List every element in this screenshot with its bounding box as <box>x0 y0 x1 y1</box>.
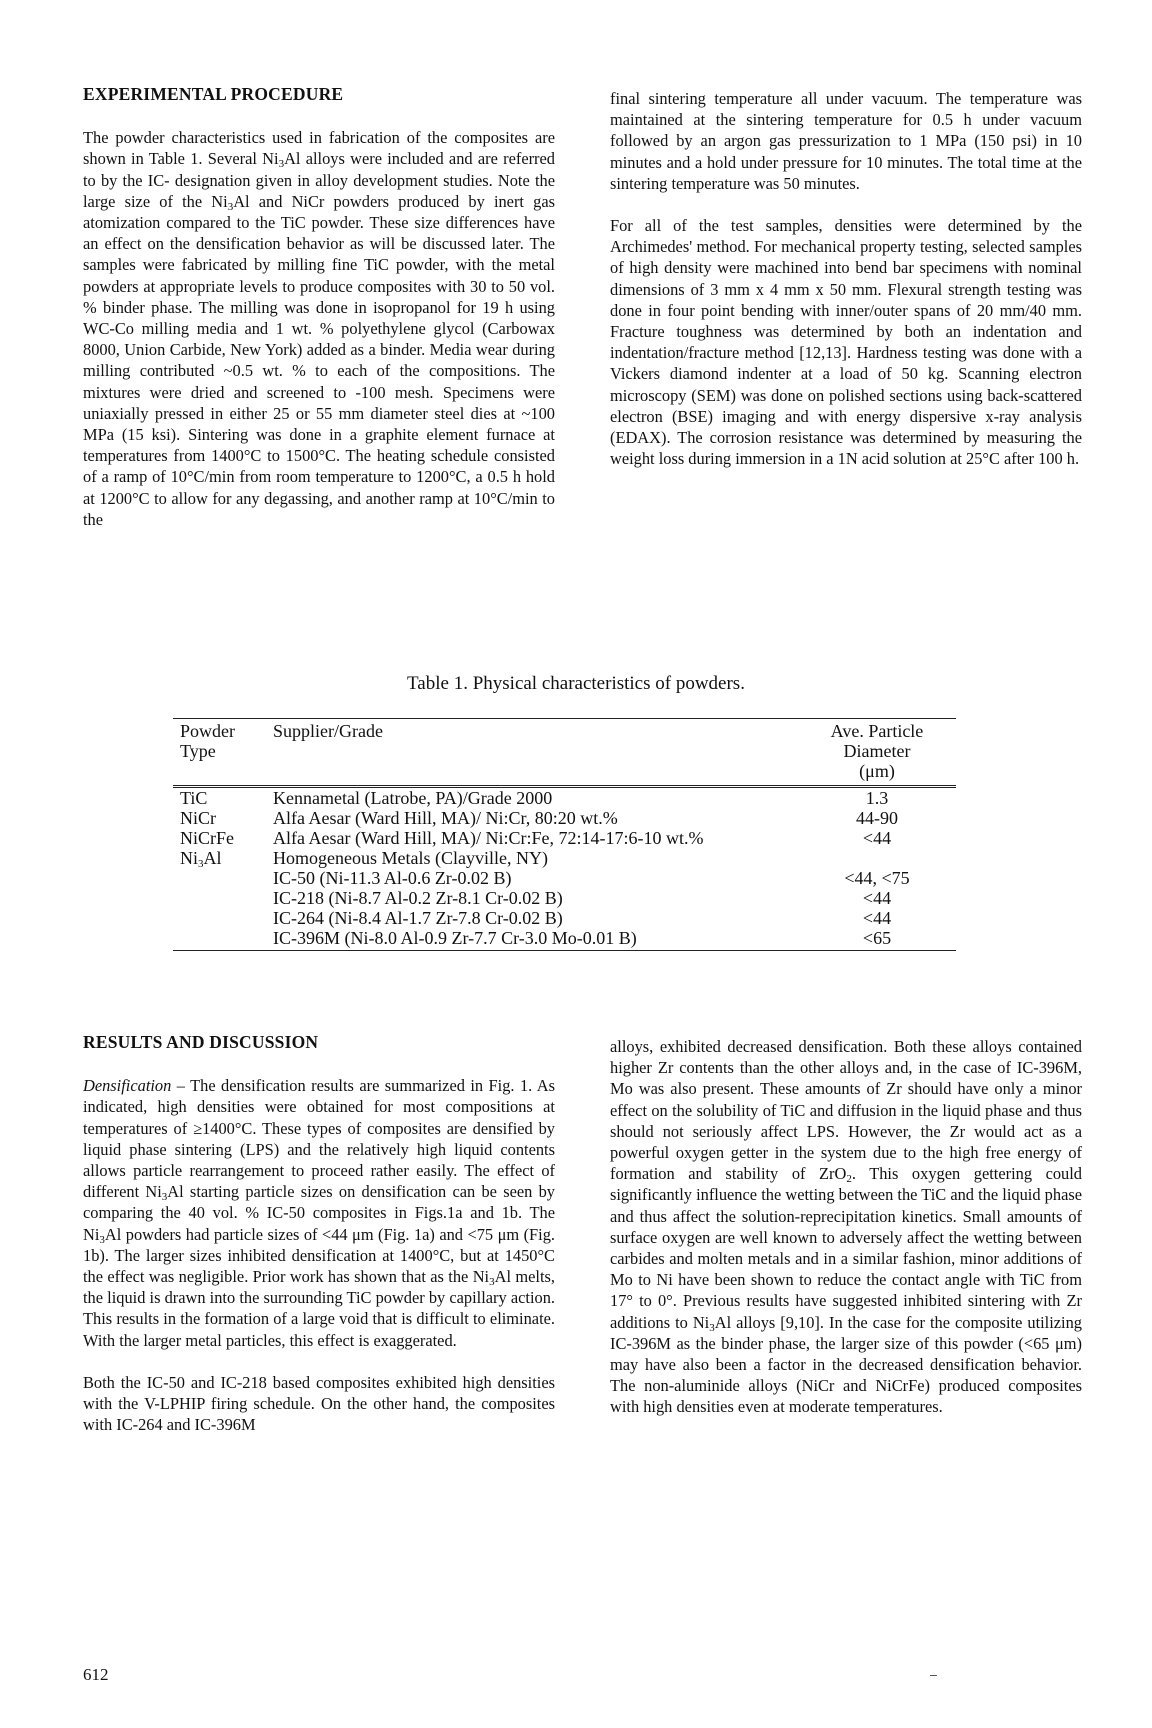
text-run: Al melts, the liquid is drawn into the surrounding TiC powder by capillary action. This results in the formation of a large void that is difficult to eliminate. With the larger metal particles, this effect is exaggerated. <box>83 1267 555 1350</box>
cell-supplier: IC-396M (Ni-8.0 Al-0.9 Zr-7.7 Cr-3.0 Mo-0.01 B) <box>266 928 795 951</box>
cell-type: TiC <box>180 788 208 808</box>
text-run: . This oxygen gettering could significantly influence the wetting between the TiC and the liquid phase and thus affect the solution-reprecipitation kinetics. Small amounts of surface oxygen are well known to adversely affect the wetting between carbides and molten metals and in a similar fashion, minor additions of Mo to Ni have been shown to reduce the contact angle with TiC from 17° to 0°. Previous results have suggested inhibited sintering with Zr additions to Ni <box>610 1164 1082 1332</box>
experimental-paragraph-2: final sintering temperature all under vacuum. The temperature was maintained at the sintering temperature for 0.5 h under vacuum followed by an argon gas pressurization to 1 MPa (150 psi) in 10 minutes and a hold under pressure for 10 minutes. The total time at the sintering temperature was 50 minutes. <box>610 89 1082 193</box>
subscript: 2 <box>846 1173 852 1186</box>
subscript: 3 <box>99 1233 105 1246</box>
text-run: The powder characteristics used in fabrication of the composites are shown in Table 1. Several Ni <box>83 128 555 169</box>
experimental-column-left <box>83 84 555 530</box>
table-row <box>173 828 956 848</box>
cell-diameter: 1.3 <box>865 788 889 808</box>
experimental-paragraph-1 <box>83 127 555 530</box>
header-text: (μm) <box>859 761 895 781</box>
experimental-paragraph-3: For all of the test samples, densities were determined by the Archimedes' method. For mechanical property testing, selected samples of high density were machined into bend bar specimens with nominal dimensions of 3 mm x 4 mm x 50 mm. Flexural strength testing was done in four point bending with inner/outer spans of 20 mm/40 mm. Fracture toughness was determined by both an indentation and indentation/fracture method [12,13]. Hardness testing was done with a Vickers diamond indenter at a load of 50 kg. Scanning electron microscopy (SEM) was done on polished sections using back-scattered electron (BSE) imaging and with energy dispersive x-ray analysis (EDAX). The corrosion resistance was determined by measuring the weight loss during immersion in a 1N acid solution at 25°C after 100 h. <box>610 216 1082 469</box>
cell-type <box>173 848 266 868</box>
header-text: Ave. Particle <box>830 721 924 741</box>
experimental-column-right <box>610 88 1082 469</box>
table-row <box>173 888 956 908</box>
cell-type <box>173 888 266 908</box>
cell-diameter: 44-90 <box>856 808 898 828</box>
cell-diameter: <44 <box>862 888 892 908</box>
header-powder-type <box>173 719 266 787</box>
subscript: 3 <box>709 1321 715 1334</box>
cell-diameter: <44 <box>862 828 892 848</box>
table-row <box>173 908 956 928</box>
results-paragraph-1 <box>83 1075 555 1351</box>
cell-supplier: Homogeneous Metals (Clayville, NY) <box>273 848 548 868</box>
text-run: alloys, exhibited decreased densification. Both these alloys contained higher Zr contents than the other alloys and, in the case of IC-396M, Mo was also present. These amounts of Zr should have only a minor effect on the solubility of TiC and diffusion in the liquid phase and thus should not seriously affect LPS. However, the Zr would act as a powerful oxygen getter in the system due to the high free energy of formation and stability of ZrO <box>610 1037 1082 1184</box>
page-number: 612 <box>83 1665 109 1684</box>
subscript: 3 <box>489 1276 495 1289</box>
subscript: 3 <box>227 200 234 213</box>
cell-type: NiCr <box>180 808 216 828</box>
table-row <box>173 868 956 888</box>
header-text: Powder <box>180 721 235 741</box>
table-row <box>173 928 956 951</box>
cell-type <box>173 868 266 888</box>
table-row <box>173 848 956 868</box>
table-row <box>173 808 956 828</box>
text-run: – The densification results are summarized in Fig. 1. As indicated, high densities were obtained for most compositions at temperatures of ≥1400°C. These types of composites are densified by liquid phase sintering (LPS) and the relatively high liquid contents allows particle rearrangement to proceed rather easily. The effect of different Ni <box>83 1076 555 1202</box>
text-run: Al starting particle sizes on densification can be seen by comparing the 40 vol. % IC-50 composites in Figs.1a and 1b. The Ni <box>83 1182 555 1244</box>
cell-supplier: Kennametal (Latrobe, PA)/Grade 2000 <box>273 788 553 808</box>
results-paragraph-3 <box>610 1036 1082 1418</box>
header-supplier: Supplier/Grade <box>266 719 795 787</box>
text-run: Ni <box>180 848 198 868</box>
table-header-row <box>173 719 956 787</box>
powder-table <box>173 718 956 951</box>
table-row <box>173 787 956 809</box>
results-paragraph-2: Both the IC-50 and IC-218 based composites exhibited high densities with the V-LPHIP firing schedule. On the other hand, the composites with IC-264 and IC-396M <box>83 1372 555 1435</box>
cell-supplier: IC-50 (Ni-11.3 Al-0.6 Zr-0.02 B) <box>273 868 512 888</box>
cell-supplier: Alfa Aesar (Ward Hill, MA)/ Ni:Cr:Fe, 72:14-17:6-10 wt.% <box>273 828 704 848</box>
header-text: Type <box>180 741 216 761</box>
cell-supplier: Alfa Aesar (Ward Hill, MA)/ Ni:Cr, 80:20 wt.% <box>273 808 618 828</box>
section-heading-results: RESULTS AND DISCUSSION <box>83 1032 319 1052</box>
cell-supplier: IC-264 (Ni-8.4 Al-1.7 Zr-7.8 Cr-0.02 B) <box>273 908 563 928</box>
cell-supplier: IC-218 (Ni-8.7 Al-0.2 Zr-8.1 Cr-0.02 B) <box>273 888 563 908</box>
subscript: 3 <box>161 1191 168 1204</box>
text-run: Al <box>203 848 222 868</box>
text-run: Al and NiCr powders produced by inert gas atomization compared to the TiC powder. These size differences have an effect on the densification behavior as will be discussed later. The samples were fabricated by milling fine TiC powder, with the metal powders at appropriate levels to produce composites with 30 to 50 vol. % binder phase. The milling was done in isopropanol for 19 h using WC-Co milling media and 1 wt. % polyethylene glycol (Carbowax 8000, Union Carbide, New York) added as a binder. Media wear during milling contributed ~0.5 wt. % to each of the compositions. The mixtures were dried and screened to -100 mesh. Specimens were uniaxially pressed in either 25 or 55 mm diameter steel dies at ~100 MPa (15 ksi). Sintering was done in a graphite element furnace at temperatures from 1400°C to 1500°C. The heating schedule consisted of a ramp of 10°C/min from room temperature to 1200°C, a 0.5 h hold at 1200°C to allow for any degassing, and another ramp at 10°C/min to the <box>83 191 555 529</box>
header-text: Diameter <box>843 741 911 761</box>
cell-type <box>173 908 266 928</box>
section-heading-experimental: EXPERIMENTAL PROCEDURE <box>83 84 344 104</box>
text-run: Al powders had particle sizes of <44 μm (Fig. 1a) and <75 μm (Fig. 1b). The larger sizes inhibited densification at 1400°C, but at 1450°C the effect was negligible. Prior work has shown that as the Ni <box>83 1224 555 1287</box>
cell-type <box>173 928 266 951</box>
text-run: Al alloys [9,10]. In the case for the composite utilizing IC-396M as the binder phase, the larger size of this powder (<65 μm) may have also been a factor in the decreased densification behavior. The non-aluminide alloys (NiCr and NiCrFe) produced composites with high densities even at moderate temperatures. <box>610 1312 1083 1417</box>
subscript: 3 <box>278 158 285 171</box>
paragraph-lead: Densification <box>83 1076 172 1096</box>
cell-diameter: <44, <75 <box>844 868 910 888</box>
cell-diameter: <44 <box>862 908 892 928</box>
cell-type: NiCrFe <box>180 828 234 848</box>
subscript: 3 <box>198 858 204 870</box>
cell-diameter: <65 <box>795 928 956 951</box>
text-run: Al alloys were included and are referred to by the IC- designation given in alloy development studies. Note the large size of the Ni <box>83 149 555 211</box>
results-column-left <box>83 1032 555 1435</box>
results-column-right <box>610 1036 1082 1418</box>
cell-diameter <box>795 848 956 868</box>
scan-artifact <box>930 1675 937 1676</box>
table-caption: Table 1. Physical characteristics of powders. <box>407 673 745 694</box>
header-diameter <box>795 719 956 787</box>
